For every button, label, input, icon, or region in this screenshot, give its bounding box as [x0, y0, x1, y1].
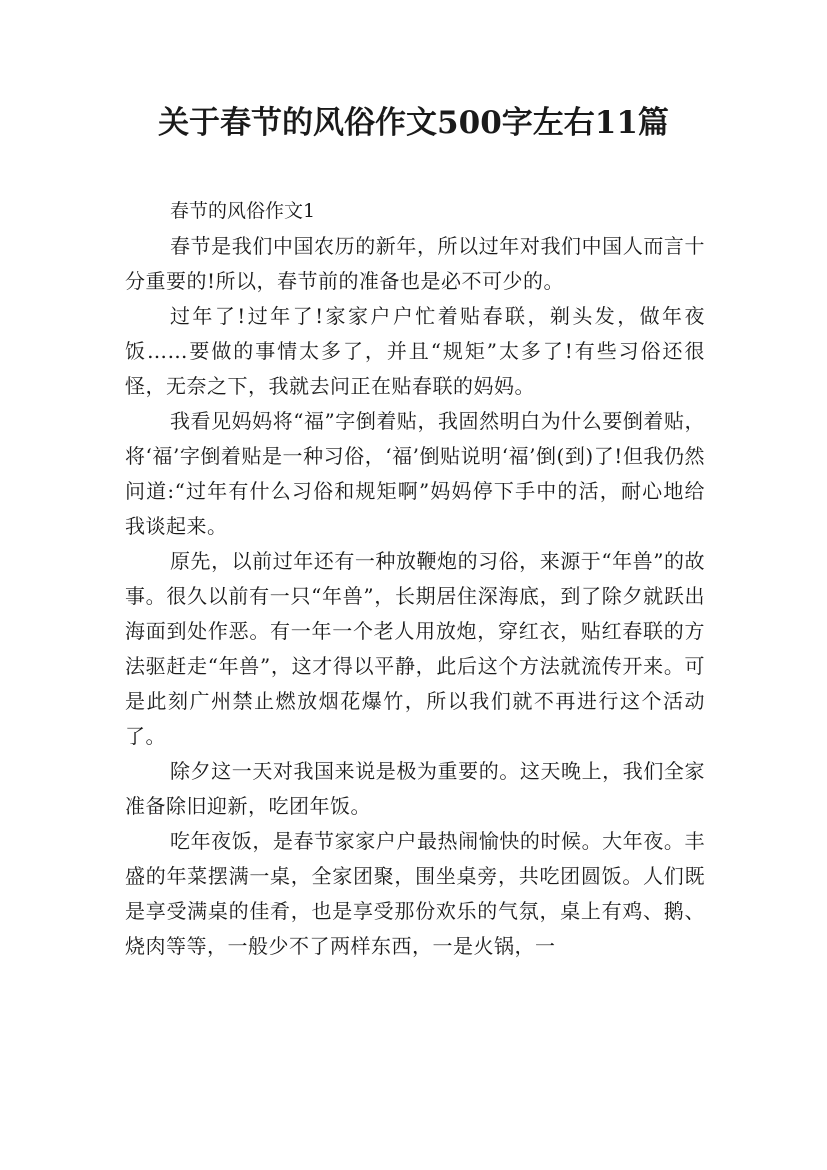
section-heading: 春节的风俗作文1: [170, 200, 316, 222]
document-title: 关于春节的风俗作文500字左右11篇: [158, 105, 669, 141]
paragraph: 吃年夜饭，是春节家家户户最热闹愉快的时候。大年夜。丰盛的年菜摆满一桌，全家团聚，围坐桌旁，共吃团圆饭。人们既是享受满桌的佳肴，也是享受那份欢乐的气氛，桌上有鸡、鹅、烧肉等等，一般少不了两样东西，一是火锅，一: [125, 829, 705, 958]
paragraph: 春节是我们中国农历的新年，所以过年对我们中国人而言十分重要的!所以，春节前的准备也是必不可少的。: [125, 234, 705, 293]
paragraph: 过年了!过年了!家家户户忙着贴春联，剃头发，做年夜饭……要做的事情太多了，并且“规矩”太多了!有些习俗还很怪，无奈之下，我就去问正在贴春联的妈妈。: [125, 304, 705, 398]
document-body: [125, 194, 705, 964]
paragraph: 除夕这一天对我国来说是极为重要的。这天晚上，我们全家准备除旧迎新，吃团年饭。: [125, 759, 705, 818]
paragraph: 原先，以前过年还有一种放鞭炮的习俗，来源于“年兽”的故事。很久以前有一只“年兽”，长期居住深海底，到了除夕就跃出海面到处作恶。有一年一个老人用放炮，穿红衣，贴红春联的方法驱赶走“年兽”，这才得以平静，此后这个方法就流传开来。可是此刻广州禁止燃放烟花爆竹，所以我们就不再进行这个活动了。: [125, 549, 705, 748]
paragraph: 我看见妈妈将“福”字倒着贴，我固然明白为什么要倒着贴，将‘福’字倒着贴是一种习俗，‘福’倒贴说明‘福’倒(到)了!但我仍然问道:“过年有什么习俗和规矩啊”妈妈停下手中的活，耐心地给我谈起来。: [125, 409, 705, 538]
